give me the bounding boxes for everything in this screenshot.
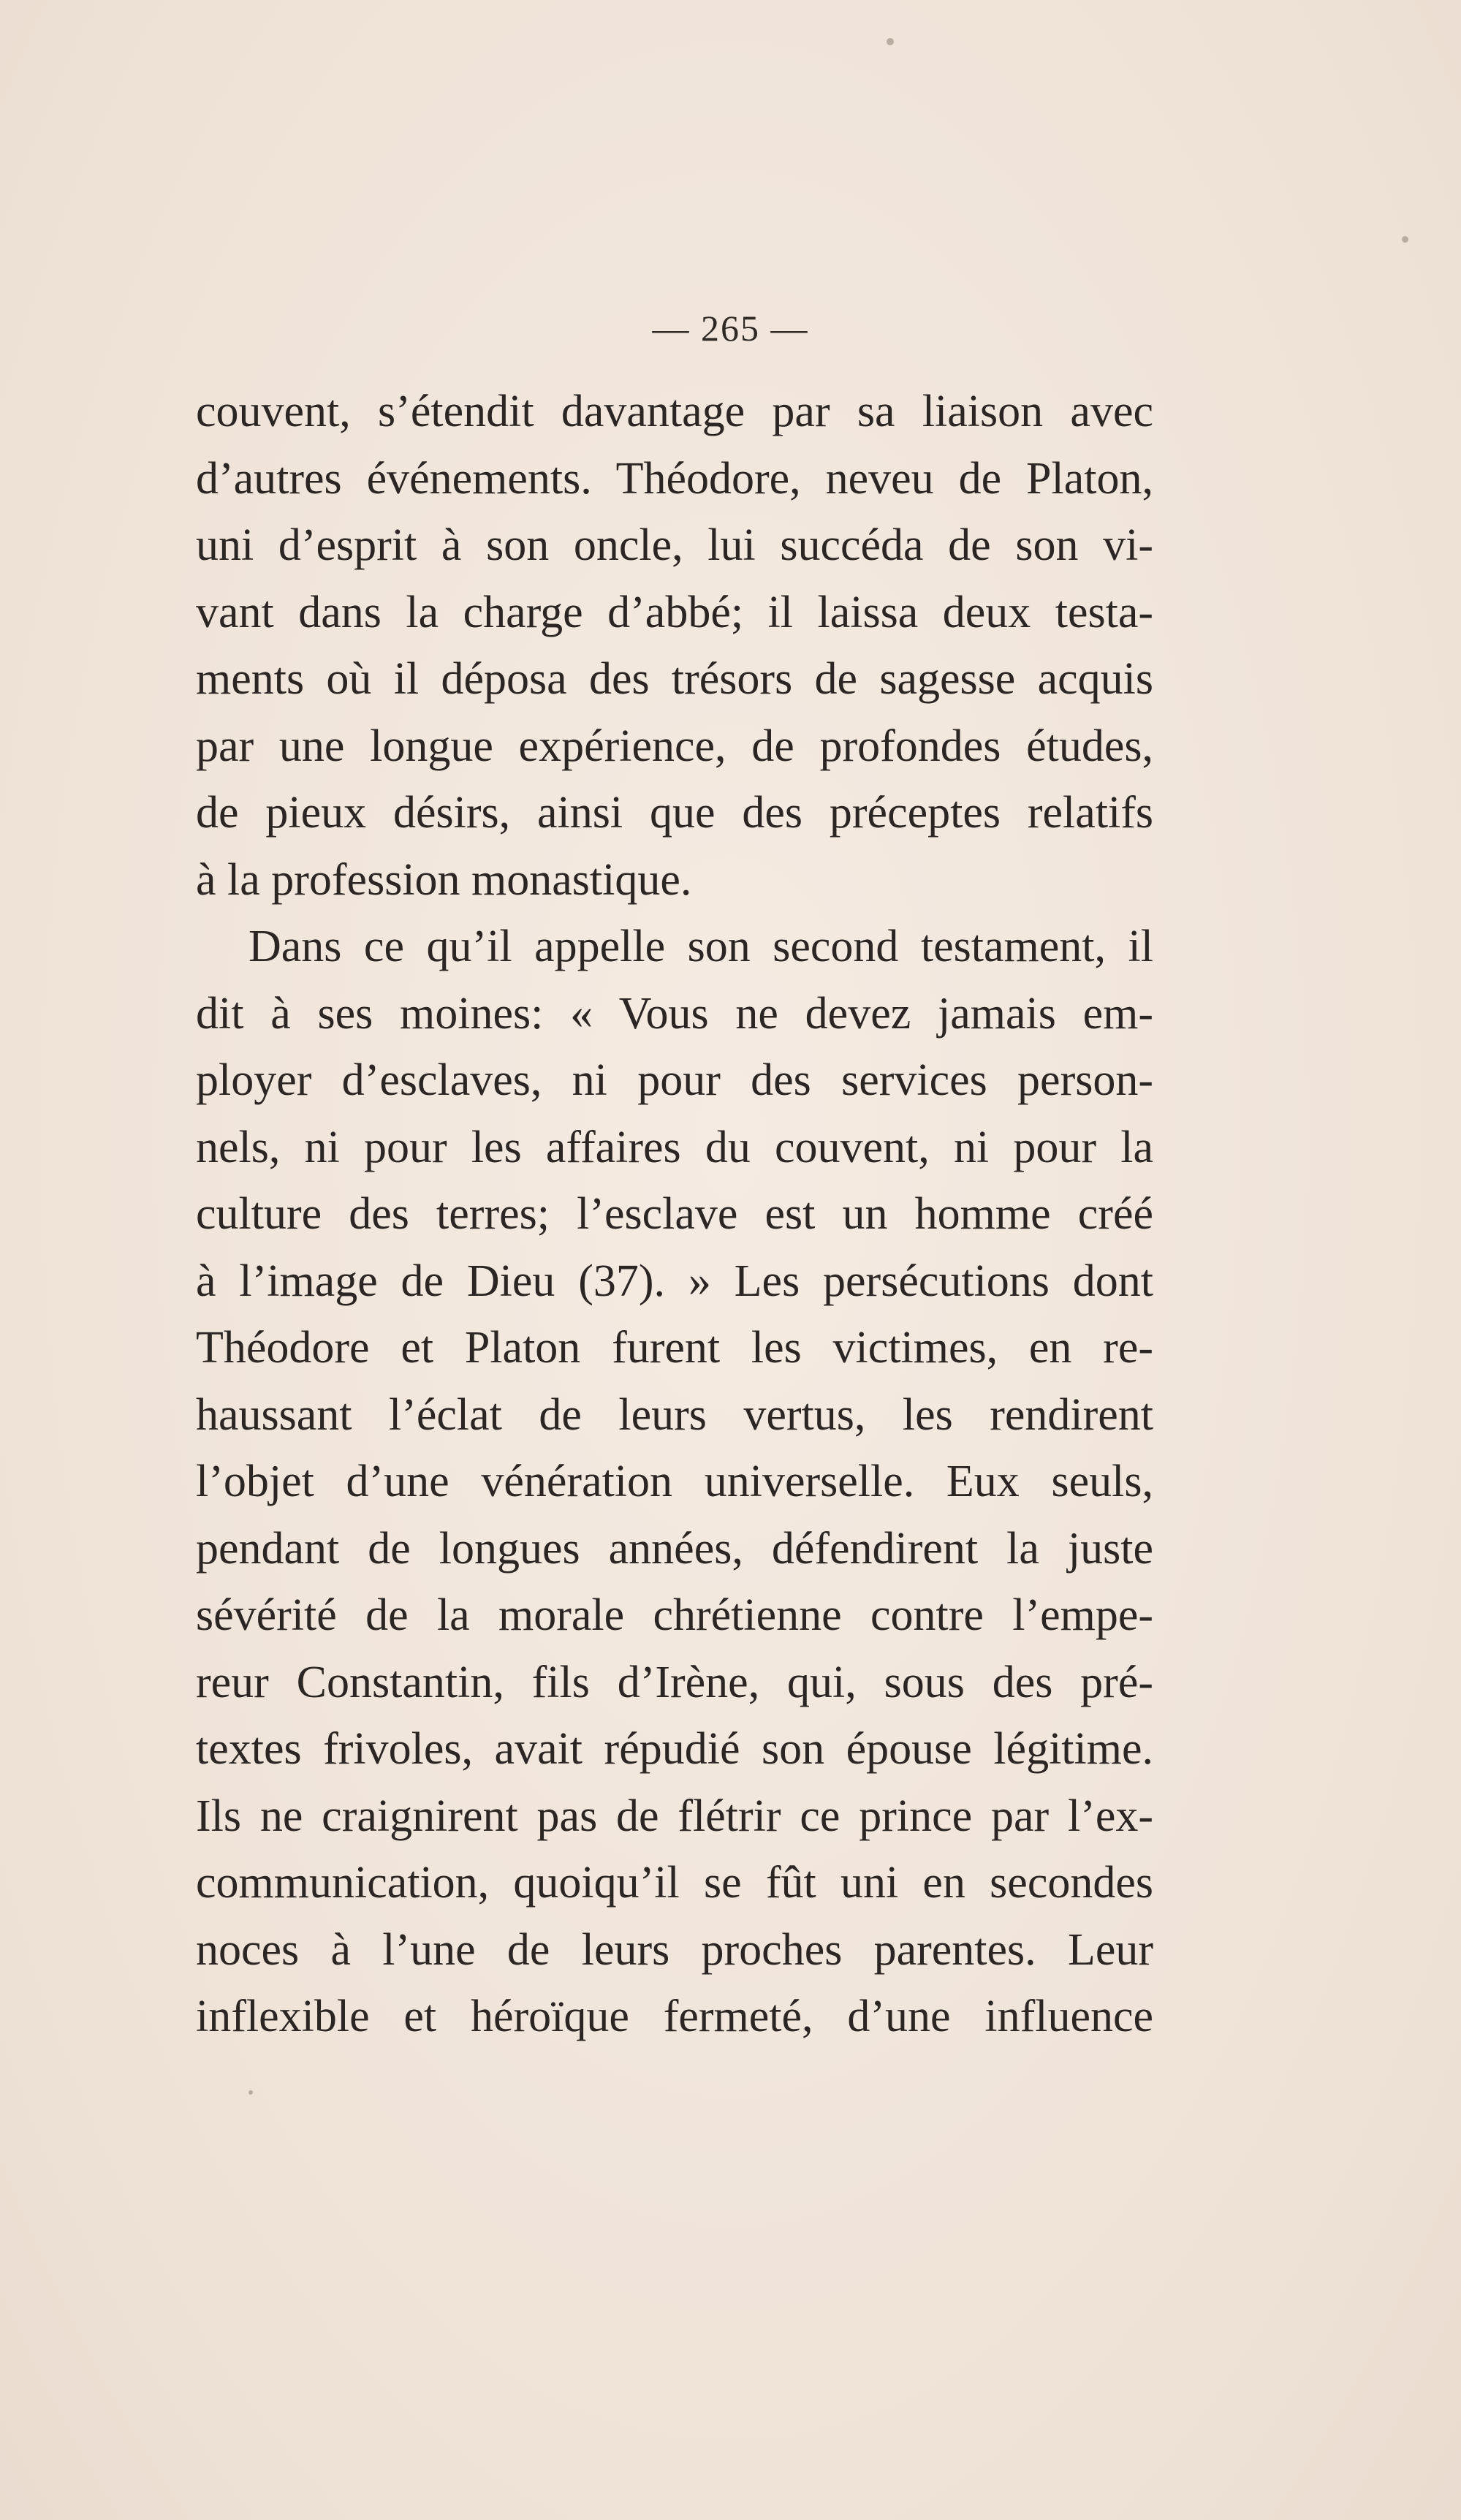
- text-line: haussant l’éclat de leurs vertus, les rendirent: [196, 1389, 1153, 1440]
- text-line: Ils ne craignirent pas de flétrir ce prince par l’ex-: [196, 1791, 1153, 1841]
- paper-speck: [248, 2090, 253, 2095]
- paper-speck: [887, 38, 894, 45]
- text-line: Dans ce qu’il appelle son second testament, il: [248, 922, 1153, 971]
- text-line: inflexible et héroïque fermeté, d’une influence: [196, 1992, 1153, 2041]
- text-line: uni d’esprit à son oncle, lui succéda de son vi-: [196, 520, 1153, 570]
- text-line: ployer d’esclaves, ni pour des services person-: [196, 1055, 1153, 1105]
- text-line: par une longue expérience, de profondes études,: [196, 721, 1153, 771]
- text-line: culture des terres; l’esclave est un homme créé: [196, 1189, 1153, 1239]
- text-line: reur Constantin, fils d’Irène, qui, sous des pré-: [196, 1657, 1153, 1707]
- body-text: [196, 379, 1153, 2051]
- text-line: ments où il déposa des trésors de sagesse acquis: [196, 654, 1153, 704]
- paper-speck: [1402, 236, 1408, 243]
- text-line: vant dans la charge d’abbé; il laissa deux testa-: [196, 587, 1153, 637]
- page-number: — 265 —: [652, 308, 809, 349]
- text-line: noces à l’une de leurs proches parentes. Leur: [196, 1924, 1153, 1975]
- paragraph: [196, 914, 1153, 2051]
- paragraph: [196, 379, 1153, 914]
- text-line: de pieux désirs, ainsi que des préceptes relatifs: [196, 788, 1153, 838]
- text-line: à la profession monastique.: [196, 854, 692, 905]
- text-line: communication, quoiqu’il se fût uni en secondes: [196, 1858, 1153, 1908]
- text-line: nels, ni pour les affaires du couvent, ni pour la: [196, 1122, 1153, 1172]
- text-line: Théodore et Platon furent les victimes, en re-: [196, 1323, 1153, 1373]
- text-line: pendant de longues années, défendirent la juste: [196, 1523, 1153, 1574]
- text-line: d’autres événements. Théodore, neveu de Platon,: [196, 453, 1153, 504]
- text-line: sévérité de la morale chrétienne contre l’empe-: [196, 1590, 1153, 1640]
- text-line: dit à ses moines: « Vous ne devez jamais em-: [196, 988, 1153, 1039]
- text-line: couvent, s’étendit davantage par sa liaison avec: [196, 387, 1153, 436]
- text-line: textes frivoles, avait répudié son épouse légitime.: [196, 1724, 1153, 1774]
- text-line: à l’image de Dieu (37). » Les persécutions dont: [196, 1256, 1153, 1306]
- text-line: l’objet d’une vénération universelle. Eux seuls,: [196, 1457, 1153, 1506]
